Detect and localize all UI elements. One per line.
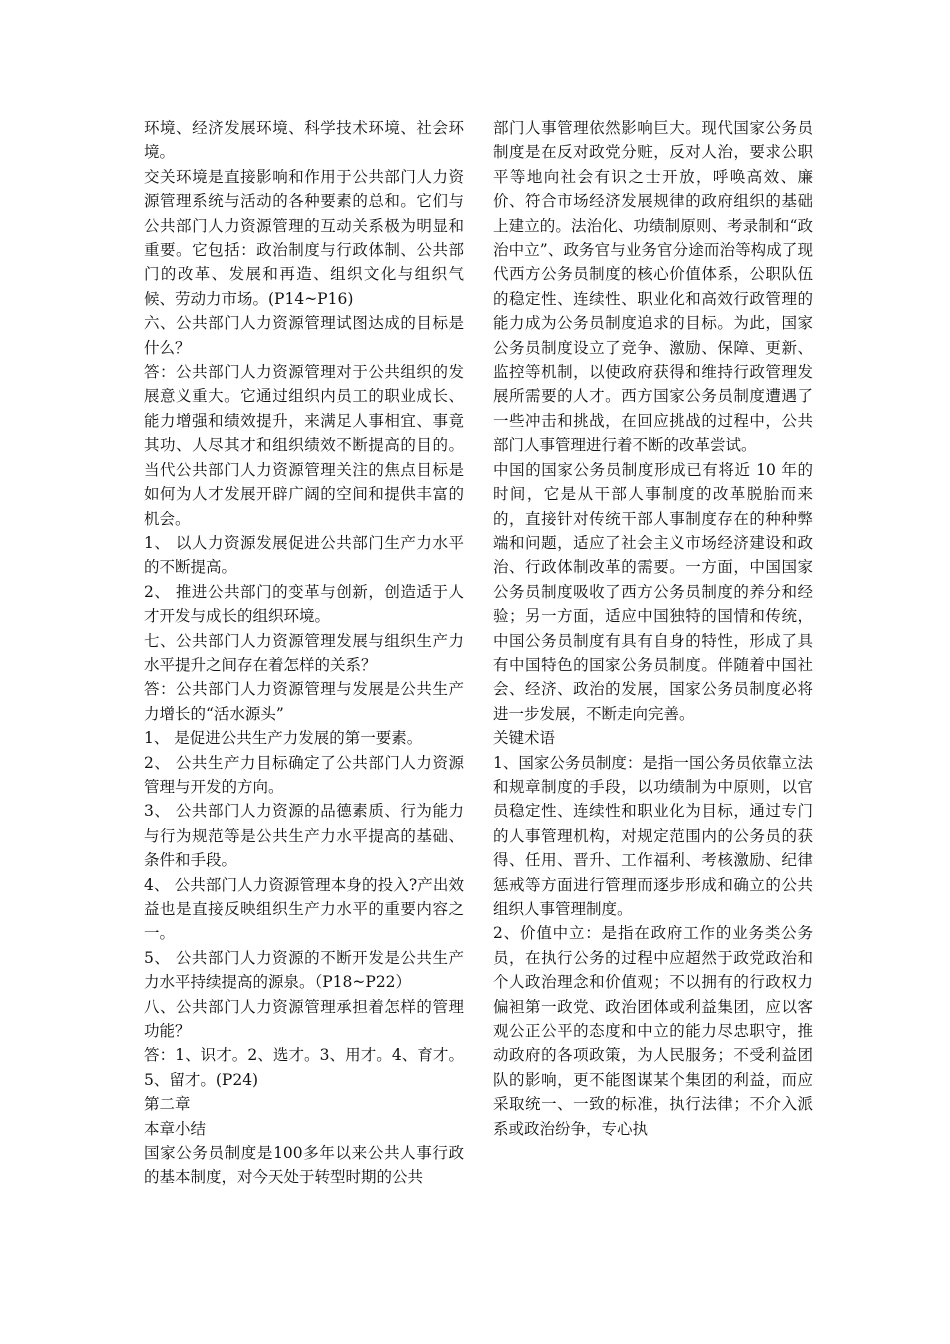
list-item: 4、 公共部门人力资源管理本身的投入?产出效益也是直接反映组织生产力水平的重要内容之一。 bbox=[144, 875, 464, 943]
paragraph: 交关环境是直接影响和作用于公共部门人力资源管理系统与活动的各种要素的总和。它们与公共部门人力资源管理的互动关系极为明显和重要。它包括：政治制度与行政体制、公共部门的改革、发展和再造、组织文化与组织气候、劳动力市场。(P14~P16) bbox=[144, 167, 464, 308]
list-item: 1、 是促进公共生产力发展的第一要素。 bbox=[144, 729, 423, 748]
paragraph: 中国的国家公务员制度形成已有将近 10 年的时间，它是从干部人事制度的改革脱胎而来的，直接针对传统干部人事制度存在的种种弊端和问题，适应了社会主义市场经济建设和政治、行政体制改革的需要。一方面，中国国家公务员制度吸收了西方公务员制度的养分和经验；另一方面，适应中国独特的国情和传统，中国公务员制度有具有自身的特性，形成了具有中国特色的国家公务员制度。伴随着中国社会、经济、政治的发展，国家公务员制度必将进一步发展，不断走向完善。 bbox=[493, 460, 813, 723]
list-item: 2、 推进公共部门的变革与创新，创造适于人才开发与成长的组织环境。 bbox=[144, 582, 464, 626]
question-heading: 八、公共部门人力资源管理承担着怎样的管理功能？ bbox=[144, 997, 464, 1041]
section-heading: 本章小结 bbox=[144, 1119, 207, 1138]
paragraph: 环境、经济发展环境、科学技术环境、社会环境。 bbox=[144, 119, 464, 162]
list-item: 5、 公共部门人力资源的不断开发是公共生产力水平持续提高的源泉。（P18~P22） bbox=[144, 948, 464, 992]
answer-paragraph: 答：1、识才。2、选才。3、用才。4、育才。5、留才。(P24) bbox=[144, 1046, 464, 1089]
question-heading: 六、公共部门人力资源管理试图达成的目标是什么？ bbox=[144, 314, 464, 357]
term-definition: 1、国家公务员制度：是指一国公务员依靠立法和规章制度的手段，以功绩制为中原则，以官员稳定性、连续性和职业化为目标，通过专门的人事管理机构，对规定范围内的公务员的获得、任用、晋升、工作福利、考核激励、纪律惩戒等方面进行管理而逐步形成和确立的公共组织人事管理制度。 bbox=[493, 753, 813, 918]
answer-paragraph: 答：公共部门人力资源管理对于公共组织的发展意义重大。它通过组织内员工的职业成长、能力增强和绩效提升，来满足人事相宜、事竟其功、人尽其才和组织绩效不断提高的目的。当代公共部门人力资源管理关注的焦点目标是如何为人才发展开辟广阔的空间和提供丰富的机会。 bbox=[144, 363, 464, 528]
term-definition: 2、价值中立：是指在政府工作的业务类公务员，在执行公务的过程中应超然于政党政治和个人政治理念和价值观；不以拥有的行政权力偏袒第一政党、政治团体或利益集团，应以客观公正公平的态度和中立的能力尽忠职守，推动政府的各项政策，为人民服务；不受利益团队的影响，更不能图谋某个集团的利益，而应采取统一、一致的标准，执行法律；不介入派系或政治纷争，专心执 bbox=[493, 924, 813, 1138]
list-item: 3、 公共部门人力资源的品德素质、行为能力与行为规范等是公共生产力水平提高的基础、条件和手段。 bbox=[144, 802, 464, 870]
list-item: 2、 公共生产力目标确定了公共部门人力资源管理与开发的方向。 bbox=[144, 753, 464, 796]
section-heading: 关键术语 bbox=[493, 729, 556, 748]
paragraph: 国家公务员制度是100多年以来公共人事行政的基本制度，对今天处于转型时期的公共 bbox=[144, 1144, 464, 1187]
right-column bbox=[493, 116, 813, 1141]
left-column bbox=[144, 116, 464, 1190]
answer-paragraph: 答：公共部门人力资源管理与发展是公共生产力增长的“活水源头” bbox=[144, 680, 464, 723]
paragraph: 部门人事管理依然影响巨大。现代国家公务员制度是在反对政党分赃，反对人治，要求公职平等地向社会有识之士开放，呼唤高效、廉价、符合市场经济发展规律的政府组织的基础上建立的。法治化、功绩制原则、考录制和“政治中立”、政务官与业务官分途而治等构成了现代西方公务员制度的核心价值体系，公职队伍的稳定性、连续性、职业化和高效行政管理的能力成为公务员制度追求的目标。为此，国家公务员制度设立了竞争、激励、保障、更新、监控等机制，以使政府获得和维持行政管理发展所需要的人才。西方国家公务员制度遭遇了一些冲击和挑战，在回应挑战的过程中，公共部门人事管理进行着不断的改革尝试。 bbox=[493, 119, 813, 455]
question-heading: 七、公共部门人力资源管理发展与组织生产力水平提升之间存在着怎样的关系？ bbox=[144, 631, 464, 674]
chapter-heading: 第二章 bbox=[144, 1095, 191, 1114]
list-item: 1、 以人力资源发展促进公共部门生产力水平的不断提高。 bbox=[144, 533, 464, 577]
